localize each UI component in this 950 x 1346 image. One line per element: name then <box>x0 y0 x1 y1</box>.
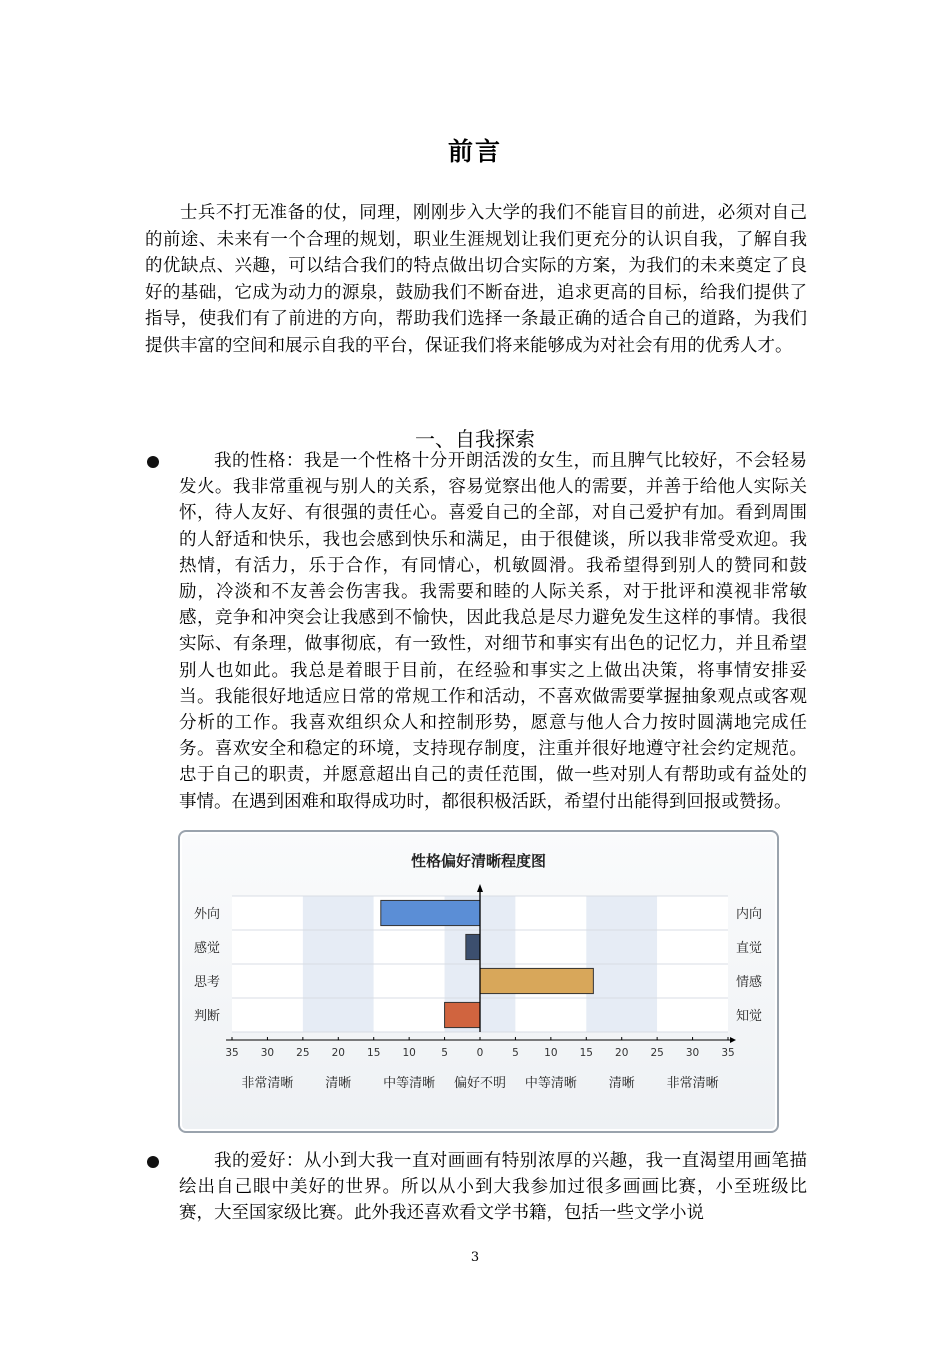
zone-label: 偏好不明 <box>453 1076 507 1091</box>
tick-label: 30 <box>260 1047 275 1059</box>
bar-3 <box>445 1002 480 1027</box>
chart-title: 性格偏好清晰程度图 <box>410 852 546 870</box>
tick-label: 35 <box>721 1047 735 1059</box>
bullet-dot-icon <box>147 456 159 468</box>
axis-arrow-icon <box>477 884 483 892</box>
tick-label: 10 <box>544 1047 558 1059</box>
zone-label: 中等清晰 <box>383 1076 436 1091</box>
tick-label: 10 <box>402 1047 416 1059</box>
section-heading: 一、自我探索 <box>415 427 535 451</box>
category-label-left: 感觉 <box>194 941 221 956</box>
tick-label: 20 <box>615 1047 629 1059</box>
zone-label: 清晰 <box>325 1076 352 1091</box>
category-label-left: 判断 <box>194 1009 221 1024</box>
tick-label: 5 <box>512 1047 519 1059</box>
zone-label: 清晰 <box>608 1076 635 1091</box>
page-title: 前言 <box>447 137 502 166</box>
page-number: 3 <box>470 1250 480 1265</box>
category-label-right: 直觉 <box>736 941 763 956</box>
tick-label: 20 <box>331 1047 345 1059</box>
category-label-left: 思考 <box>194 975 221 990</box>
tick-label: 15 <box>579 1047 593 1059</box>
bar-1 <box>466 934 480 959</box>
x-axis-arrow-icon <box>730 1037 736 1043</box>
intro-paragraph: 士兵不打无准备的仗，同理，刚刚步入大学的我们不能盲目的前进，必须对自己的前途、未来有一个合理的规划，职业生涯规划让我们更充分的认识自我，了解自我的优缺点、兴趣，可以结合我们的特点做出切合实际的方案，为我们的未来奠定了良好的基础，它成为动力的源泉，鼓励我们不断奋进，追求更高的目标，给我们提供了指导，使我们有了前进的方向，帮助我们选择一条最正确的适合自己的道路，为我们提供丰富的空间和展示自我的平台，保证我们将来能够成为对社会有用的优秀人才。 <box>145 203 807 356</box>
bar-0 <box>381 900 480 925</box>
personality-chart <box>178 830 779 1133</box>
zone-label: 非常清晰 <box>241 1076 294 1091</box>
category-label-right: 内向 <box>736 907 763 922</box>
tick-label: 25 <box>650 1047 664 1059</box>
bullet-personality: 我的性格：我是一个性格十分开朗活泼的女生，而且脾气比较好，不会轻易发火。我非常重视与别人的关系，容易觉察出他人的需要，并善于给他人实际关怀，待人友好、有很强的责任心。喜爱自己的全部，对自己爱护有加。看到周围的人舒适和快乐，我也会感到快乐和满足，由于很健谈，所以我非常受欢迎。我热情，有活力，乐于合作，有同情心，机敏圆滑。我希望得到别人的赞同和鼓励，冷淡和不友善会伤害我。我需要和睦的人际关系，对于批评和漠视非常敏感，竞争和冲突会让我感到不愉快，因此我总是尽力避免发生这样的事情。我很实际、有条理，做事彻底，有一致性，对细节和事实有出色的记忆力，并且希望别人也如此。我总是着眼于目前，在经验和事实之上做出决策，将事情安排妥当。我能很好地适应日常的常规工作和活动，不喜欢做需要掌握抽象观点或客观分析的工作。我喜欢组织众人和控制形势，愿意与他人合力按时圆满地完成任务。喜欢安全和稳定的环境，支持现存制度，注重并很好地遵守社会约定规范。忠于自己的职责，并愿意超出自己的责任范围，做一些对别人有帮助或有益处的事情。在遇到困难和取得成功时，都很积极活跃，希望付出能得到回报或赞扬。 <box>179 451 807 812</box>
category-label-left: 外向 <box>194 907 221 922</box>
bar-2 <box>480 968 593 993</box>
chart-svg <box>180 832 777 1131</box>
tick-label: 5 <box>441 1047 448 1059</box>
tick-label: 15 <box>367 1047 381 1059</box>
tick-label: 25 <box>296 1047 310 1059</box>
bullet-hobbies: 我的爱好：从小到大我一直对画画有特别浓厚的兴趣，我一直渴望用画笔描绘出自己眼中美好的世界。所以从小到大我参加过很多画画比赛，小至班级比赛，大至国家级比赛。此外我还喜欢看文学书籍，包括一些文学小说 <box>179 1151 807 1224</box>
category-label-right: 情感 <box>736 975 763 990</box>
tick-label: 35 <box>225 1047 239 1059</box>
zone-label: 非常清晰 <box>666 1076 719 1091</box>
bullet-dot-icon <box>147 1156 159 1168</box>
zone-label: 中等清晰 <box>524 1076 577 1091</box>
tick-label: 30 <box>685 1047 700 1059</box>
tick-label: 0 <box>476 1047 484 1059</box>
category-label-right: 知觉 <box>736 1009 763 1024</box>
